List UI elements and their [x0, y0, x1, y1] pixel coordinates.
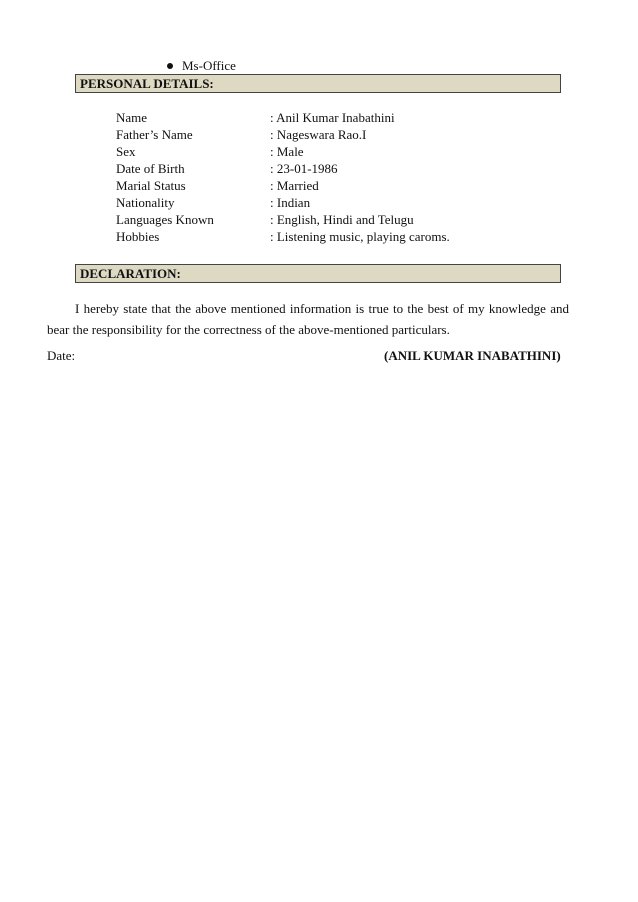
date-label: Date: [47, 348, 76, 363]
skills-list-item [167, 58, 236, 74]
detail-value: : Listening music, playing caroms. [270, 229, 450, 244]
detail-label: Father’s Name [116, 127, 193, 142]
detail-label: Languages Known [116, 212, 214, 227]
personal-details-table [116, 109, 556, 245]
personal-details-header [75, 74, 561, 93]
detail-label: Sex [116, 144, 136, 159]
skill-label: Ms-Office [182, 58, 236, 73]
detail-row [116, 160, 556, 177]
detail-value: : Anil Kumar Inabathini [270, 110, 395, 125]
detail-value: : 23-01-1986 [270, 161, 338, 176]
detail-row [116, 143, 556, 160]
detail-row [116, 126, 556, 143]
detail-value: : Male [270, 144, 304, 159]
bullet-icon [167, 63, 173, 69]
declaration-paragraph: I hereby state that the above mentioned information is true to the best of my knowledge and bear the responsibility for the correctness of the above-mentioned particulars. [47, 301, 569, 337]
detail-row [116, 194, 556, 211]
detail-label: Hobbies [116, 229, 160, 244]
detail-value: : Nageswara Rao.I [270, 127, 367, 142]
detail-label: Nationality [116, 195, 175, 210]
detail-value: : Married [270, 178, 319, 193]
detail-row [116, 228, 556, 245]
detail-row [116, 177, 556, 194]
detail-row [116, 211, 556, 228]
detail-label: Marial Status [116, 178, 186, 193]
section-heading: PERSONAL DETAILS: [80, 76, 214, 91]
signature-name: (ANIL KUMAR INABATHINI) [384, 348, 561, 363]
declaration-header [75, 264, 561, 283]
detail-value: : English, Hindi and Telugu [270, 212, 414, 227]
section-heading: DECLARATION: [80, 266, 181, 281]
detail-label: Name [116, 110, 148, 125]
detail-value: : Indian [270, 195, 311, 210]
detail-row [116, 109, 556, 126]
detail-label: Date of Birth [116, 161, 185, 176]
